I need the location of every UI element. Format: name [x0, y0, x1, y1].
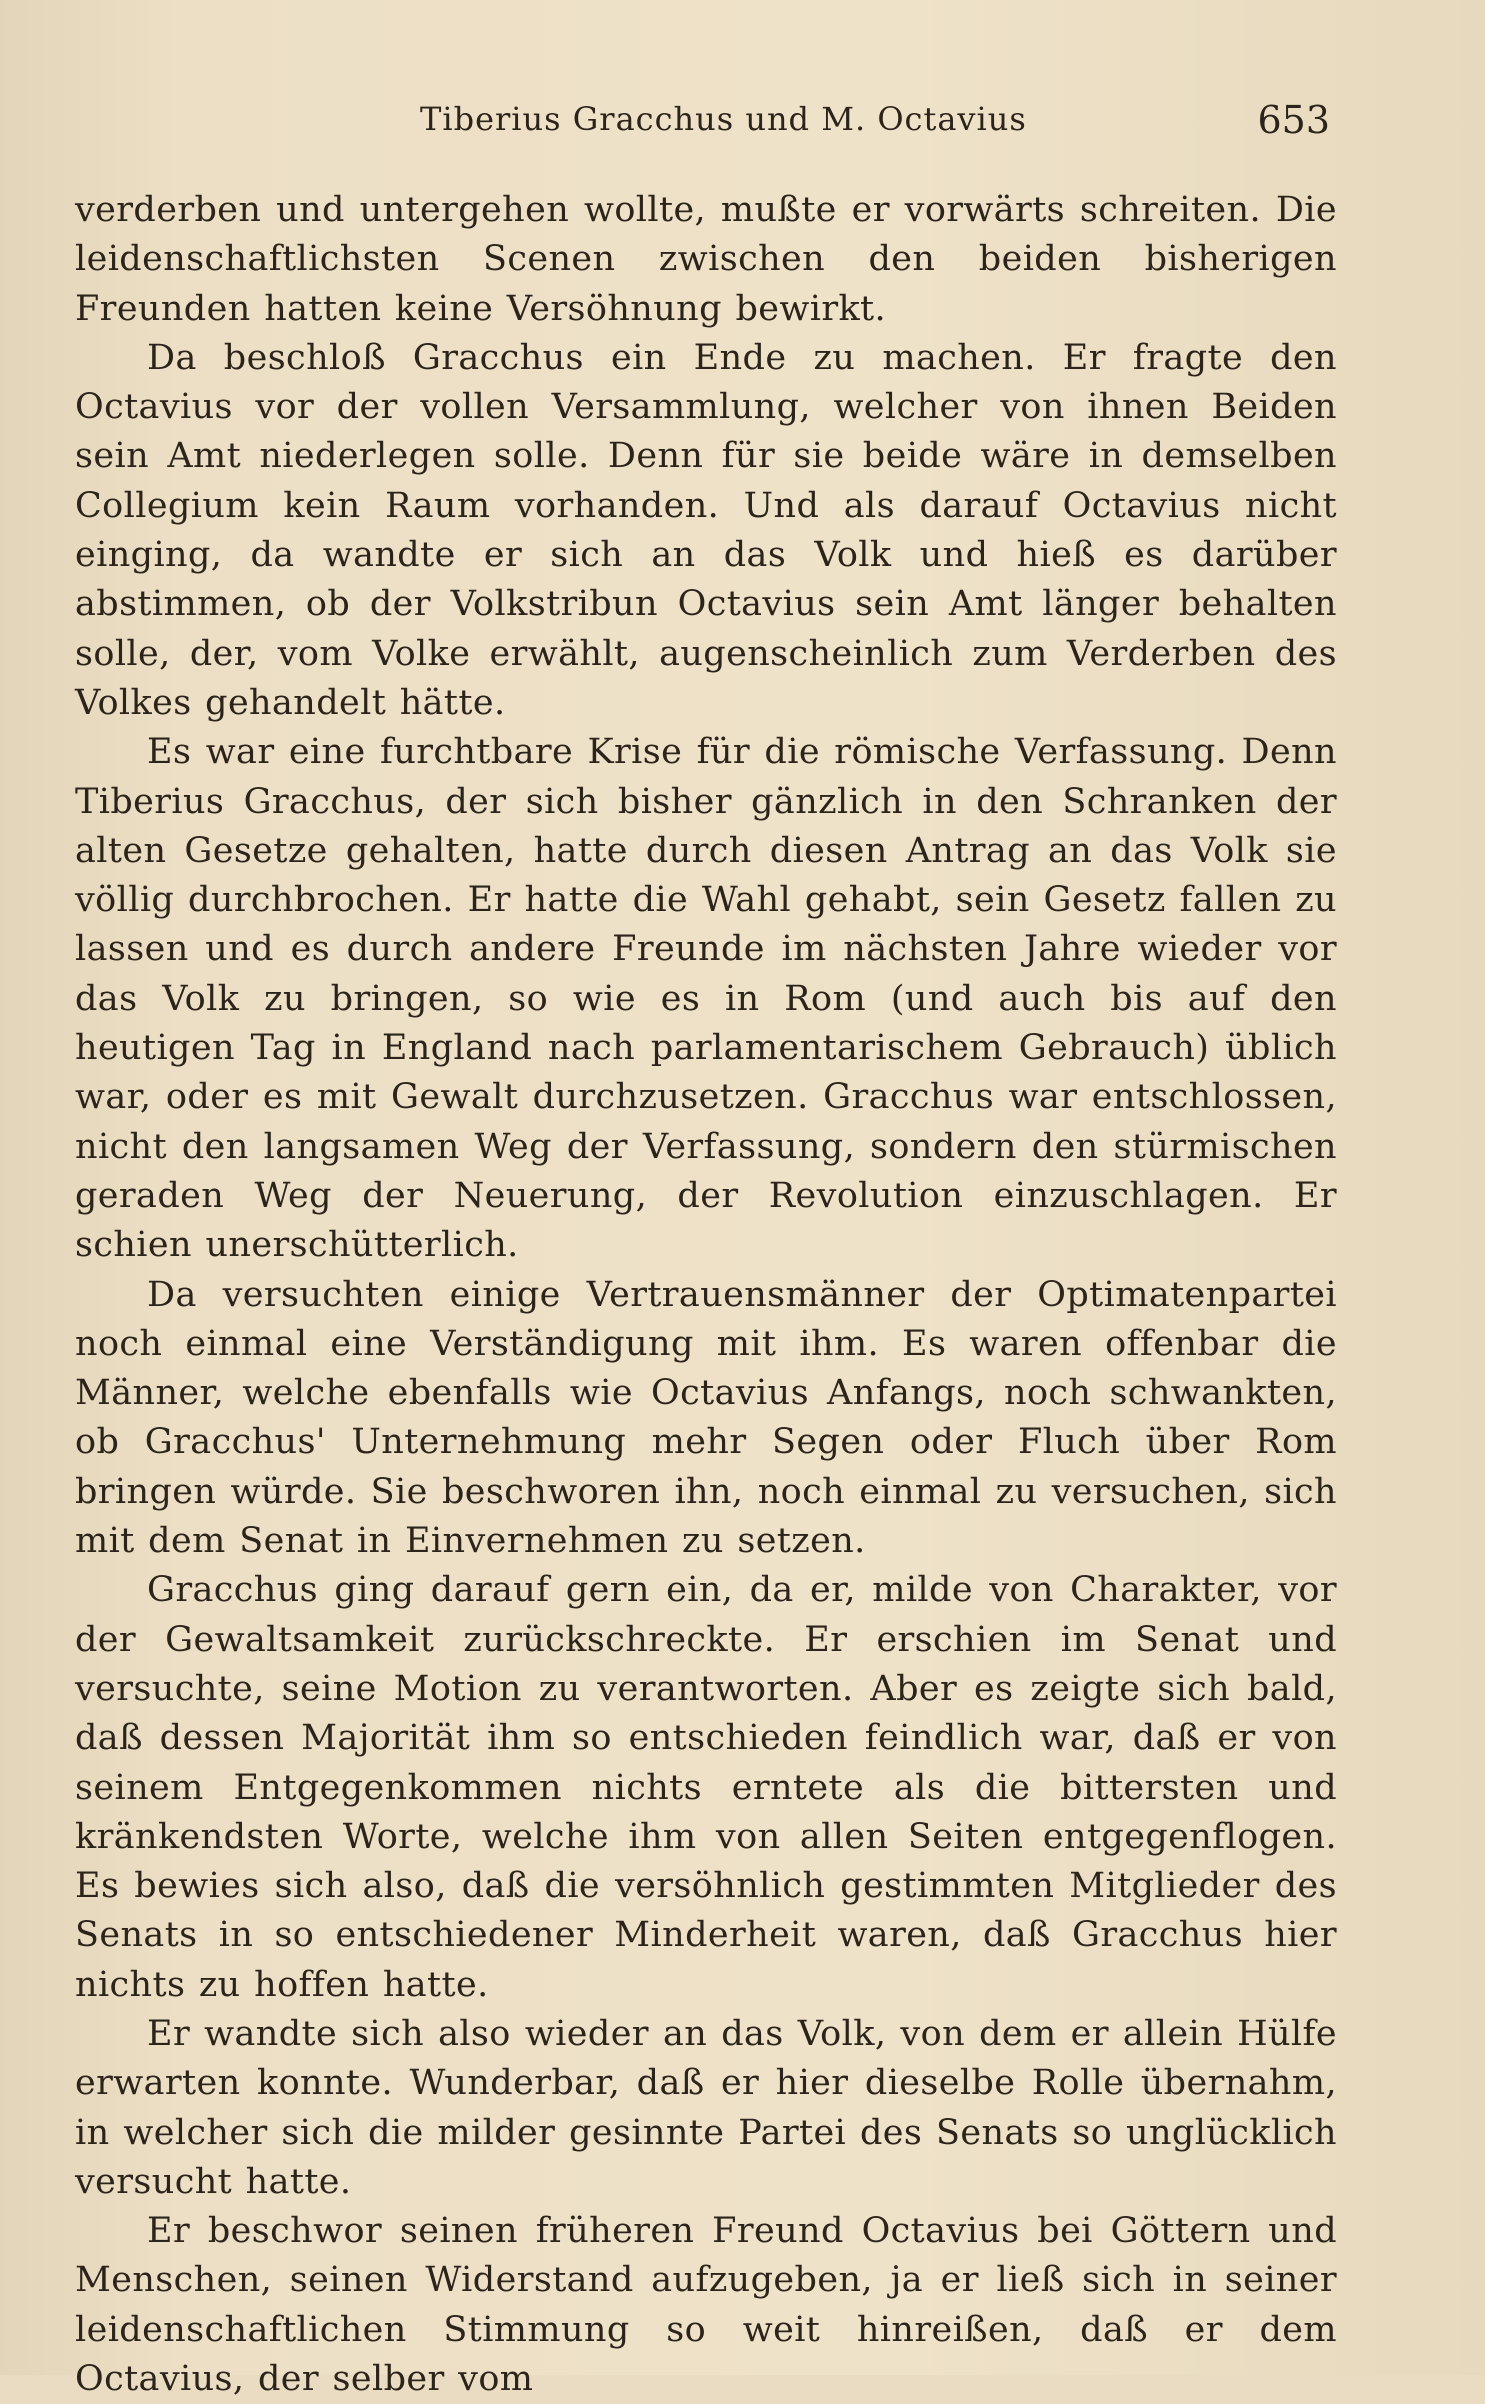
- page-number: 653: [1257, 98, 1330, 142]
- page-header: [75, 100, 1330, 150]
- paragraph: Da beschloß Gracchus ein Ende zu machen. Er fragte den Octavius vor der vollen Versammlung, welcher von ihnen Beiden sein Amt niederlegen solle. Denn für sie beide wäre in demselben Collegium kein Raum vorhanden. Und als darauf Octavius nicht einging, da wandte er sich an das Volk und hieß es darüber abstimmen, ob der Volkstribun Octavius sein Amt länger behalten solle, der, vom Volke erwählt, augenscheinlich zum Verderben des Volkes gehandelt hätte.: [75, 337, 1337, 723]
- body-text: [75, 186, 1337, 2404]
- paragraph: verderben und untergehen wollte, mußte er vorwärts schreiten. Die leidenschaftlichsten Scenen zwischen den beiden bisherigen Freunden hatten keine Versöhnung bewirkt.: [75, 190, 1337, 329]
- paragraph: Es war eine furchtbare Krise für die römische Verfassung. Denn Tiberius Gracchus, der sich bisher gänzlich in den Schranken der alten Gesetze gehalten, hatte durch diesen Antrag an das Volk sie völlig durchbrochen. Er hatte die Wahl gehabt, sein Gesetz fallen zu lassen und es durch andere Freunde im nächsten Jahre wieder vor das Volk zu bringen, so wie es in Rom (und auch bis auf den heutigen Tag in England nach parlamentarischem Gebrauch) üblich war, oder es mit Gewalt durchzusetzen. Gracchus war entschlossen, nicht den langsamen Weg der Verfassung, sondern den stürmischen geraden Weg der Neuerung, der Revolution einzuschlagen. Er schien unerschütterlich.: [75, 732, 1337, 1266]
- running-head: Tiberius Gracchus und M. Octavius: [420, 100, 1027, 138]
- paragraph: Er beschwor seinen früheren Freund Octavius bei Göttern und Menschen, seinen Widerstand aufzugeben, ja er ließ sich in seiner leidenschaftlichen Stimmung so weit hinreißen, daß er dem Octavius, der selber vom: [75, 2211, 1337, 2400]
- paragraph: Da versuchten einige Vertrauensmänner der Optimatenpartei noch einmal eine Verständigung mit ihm. Es waren offenbar die Männer, welche ebenfalls wie Octavius Anfangs, noch schwankten, ob Gracchus' Unternehmung mehr Segen oder Fluch über Rom bringen würde. Sie beschworen ihn, noch einmal zu versuchen, sich mit dem Senat in Einvernehmen zu setzen.: [75, 1274, 1337, 1562]
- paragraph: Gracchus ging darauf gern ein, da er, milde von Charakter, vor der Gewaltsamkeit zurückschreckte. Er erschien im Senat und versuchte, seine Motion zu verantworten. Aber es zeigte sich bald, daß dessen Majorität ihm so entschieden feindlich war, daß er von seinem Entgegenkommen nichts erntete als die bittersten und kränkendsten Worte, welche ihm von allen Seiten entgegenflogen. Es bewies sich also, daß die versöhnlich gestimmten Mitglieder des Senats in so entschiedener Minderheit waren, daß Gracchus hier nichts zu hoffen hatte.: [75, 1570, 1337, 2005]
- paragraph: Er wandte sich also wieder an das Volk, von dem er allein Hülfe erwarten konnte. Wunderbar, daß er hier dieselbe Rolle übernahm, in welcher sich die milder gesinnte Partei des Senats so unglücklich versucht hatte.: [75, 2013, 1337, 2202]
